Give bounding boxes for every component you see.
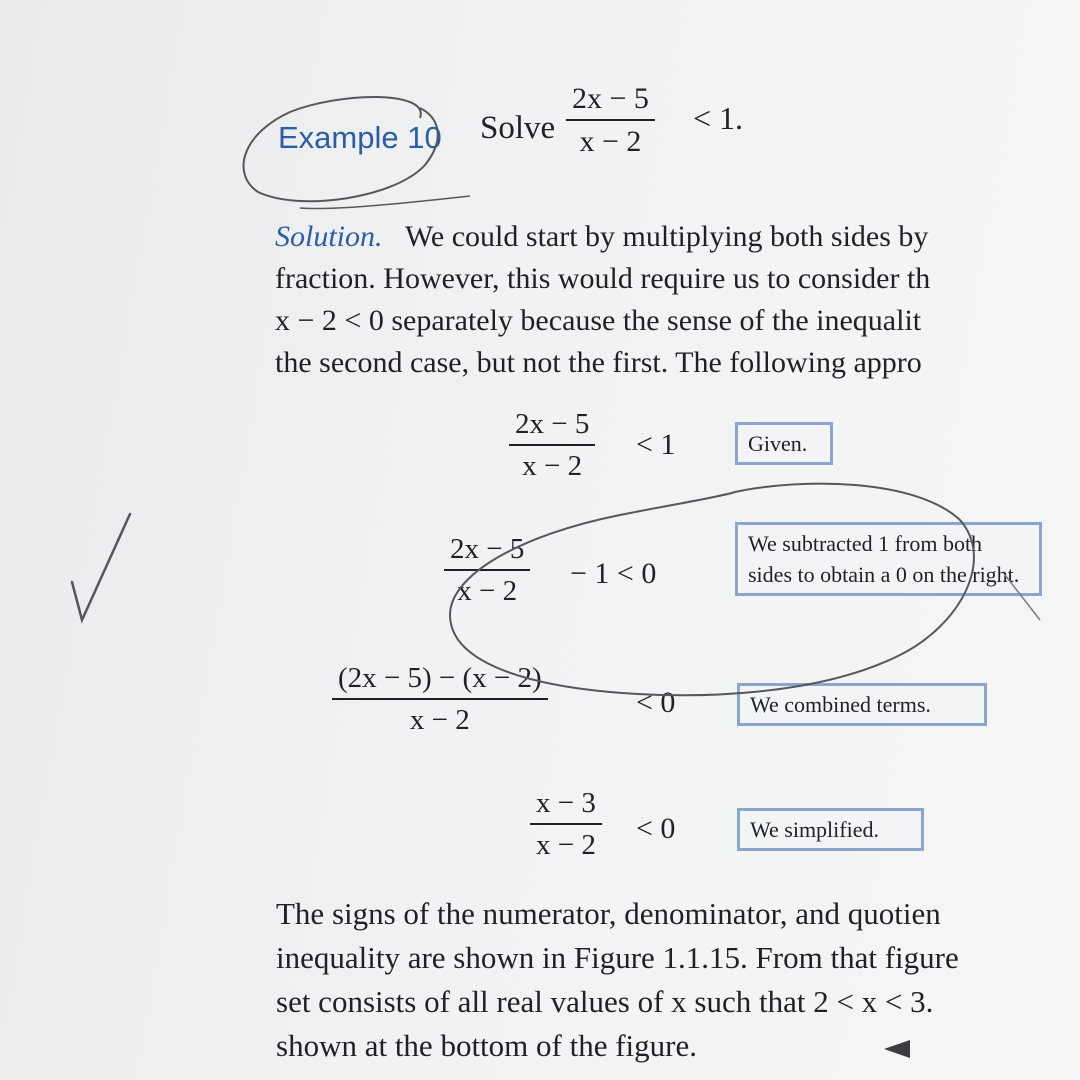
- fraction-bar: [444, 569, 530, 571]
- fraction-bar: [332, 698, 548, 700]
- fraction-denominator: x − 2: [409, 704, 470, 736]
- step-2-fraction: [444, 533, 530, 608]
- fraction-bar: [530, 823, 602, 825]
- pencil-tail-example: [300, 196, 470, 209]
- fraction-denominator: x − 2: [457, 575, 518, 607]
- fraction-denominator: x − 2: [579, 125, 642, 158]
- step-4-fraction: [530, 787, 602, 862]
- bottom-paragraph: [276, 892, 1080, 1068]
- fraction-numerator: 2x − 5: [572, 82, 649, 115]
- fraction-denominator: x − 2: [522, 450, 583, 482]
- fraction-numerator: (2x − 5) − (x − 2): [338, 662, 542, 694]
- solution-line-text: We could start by multiplying both sides by: [405, 220, 929, 253]
- margin-arrow-icon: [882, 1038, 912, 1060]
- example-rhs: < 1.: [693, 100, 744, 136]
- solution-paragraph: [275, 216, 1080, 384]
- step-2-note-box: We subtracted 1 from both sides to obtain a 0 on the right.: [735, 522, 1042, 596]
- pencil-check-mark-icon: [72, 514, 130, 620]
- solution-line: fraction. However, this would require us to consider th: [275, 262, 931, 295]
- paragraph-line: inequality are shown in Figure 1.1.15. From that figure: [276, 940, 959, 975]
- fraction-numerator: x − 3: [536, 787, 596, 819]
- fraction-denominator: x − 2: [536, 829, 596, 861]
- step-3-note-box: We combined terms.: [737, 683, 987, 726]
- solve-word: Solve: [480, 110, 556, 146]
- solution-line: x − 2 < 0 separately because the sense of the inequalit: [275, 304, 922, 337]
- step-4-note-box: We simplified.: [737, 808, 924, 851]
- step-1-note-box: Given.: [735, 422, 833, 465]
- step-2-rhs: − 1 < 0: [570, 557, 657, 590]
- step-4-rhs: < 0: [636, 812, 676, 845]
- paragraph-line: The signs of the numerator, denominator, and quotien: [276, 896, 941, 931]
- fraction-numerator: 2x − 5: [515, 408, 590, 440]
- fraction-numerator: 2x − 5: [450, 533, 525, 565]
- solution-line: [275, 216, 1080, 258]
- paragraph-line: set consists of all real values of x such that 2 < x < 3.: [276, 984, 934, 1019]
- fraction-bar: [566, 119, 655, 121]
- step-1-fraction: [509, 408, 595, 483]
- example-label: Example 10: [278, 120, 442, 155]
- step-3-rhs: < 0: [636, 686, 676, 719]
- fraction-bar: [509, 444, 595, 446]
- solution-line: the second case, but not the first. The following appro: [275, 346, 922, 379]
- step-3-fraction: [332, 662, 548, 737]
- step-1-rhs: < 1: [636, 428, 676, 461]
- solution-label: Solution.: [275, 220, 383, 253]
- paragraph-line: shown at the bottom of the figure.: [276, 1028, 697, 1063]
- example-fraction: [566, 82, 655, 159]
